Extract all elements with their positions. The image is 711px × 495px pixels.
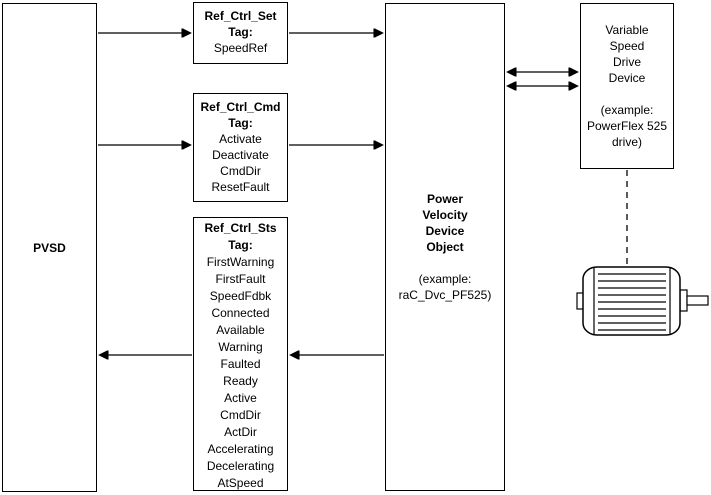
drive-box-example-line: PowerFlex 525 <box>586 119 668 133</box>
variable-speed-drive-device-box <box>580 3 674 169</box>
pvsd-box <box>2 3 97 492</box>
ref-ctrl-set-item: SpeedRef <box>213 41 268 55</box>
ref-ctrl-sts-item: Faulted <box>220 357 261 371</box>
ref-ctrl-cmd-item: CmdDir <box>220 164 261 178</box>
ref-ctrl-sts-item: Decelerating <box>206 459 275 473</box>
ref-ctrl-sts-item: Connected <box>211 306 270 320</box>
ref-ctrl-sts-item: FirstWarning <box>206 255 275 269</box>
pvsd-label: PVSD <box>33 240 66 255</box>
ref-ctrl-sts-item: Active <box>224 391 257 405</box>
drive-box-line: Device <box>608 71 646 85</box>
ref-ctrl-sts-title: Ref_Ctrl_Sts <box>204 221 277 235</box>
drive-box-line: Speed <box>609 39 645 53</box>
ref-ctrl-sts-item: ActDir <box>224 425 257 439</box>
ref-ctrl-cmd-item: ResetFault <box>211 180 270 194</box>
ref-ctrl-cmd-tag-label: Tag: <box>228 116 253 130</box>
ref-ctrl-sts-tag-label: Tag: <box>228 238 253 252</box>
ref-ctrl-set-box <box>193 2 288 64</box>
device-object-example-line: raC_Dvc_PF525) <box>398 288 492 302</box>
ref-ctrl-cmd-item: Deactivate <box>212 148 269 162</box>
ref-ctrl-cmd-box <box>193 93 288 202</box>
ref-ctrl-cmd-title: Ref_Ctrl_Cmd <box>200 100 281 114</box>
ref-ctrl-sts-item: AtSpeed <box>217 476 264 490</box>
device-object-title-line: Object <box>426 240 464 254</box>
ref-ctrl-sts-item: FirstFault <box>215 272 266 286</box>
ref-ctrl-sts-item: SpeedFdbk <box>209 289 272 303</box>
ref-ctrl-set-tag-label: Tag: <box>228 25 253 39</box>
ref-ctrl-cmd-item: Activate <box>219 132 262 146</box>
motor-left-stub <box>577 293 585 309</box>
device-object-example-line: (example: <box>418 272 472 286</box>
motor-shaft-flange <box>680 290 687 311</box>
drive-box-line: Drive <box>612 55 641 69</box>
drive-box-example-line: (example: <box>600 103 654 117</box>
ref-ctrl-sts-box <box>193 217 288 491</box>
motor-shaft <box>687 296 708 305</box>
device-object-title-line: Power <box>426 192 463 206</box>
motor-fins <box>598 274 666 330</box>
drive-box-example-line: drive) <box>611 135 642 149</box>
motor-body <box>583 267 680 335</box>
drive-box-line: Variable <box>605 23 649 37</box>
ref-ctrl-sts-item: Ready <box>223 374 258 388</box>
device-object-title-line: Device <box>425 224 465 238</box>
motor-icon <box>577 267 708 335</box>
ref-ctrl-sts-item: Available <box>216 323 265 337</box>
ref-ctrl-set-title: Ref_Ctrl_Set <box>204 9 277 23</box>
power-velocity-device-object-box <box>385 3 505 491</box>
ref-ctrl-sts-item: Warning <box>218 340 263 354</box>
ref-ctrl-sts-item: Accelerating <box>207 442 274 456</box>
ref-ctrl-sts-item: CmdDir <box>220 408 261 422</box>
device-object-title-line: Velocity <box>422 208 468 222</box>
